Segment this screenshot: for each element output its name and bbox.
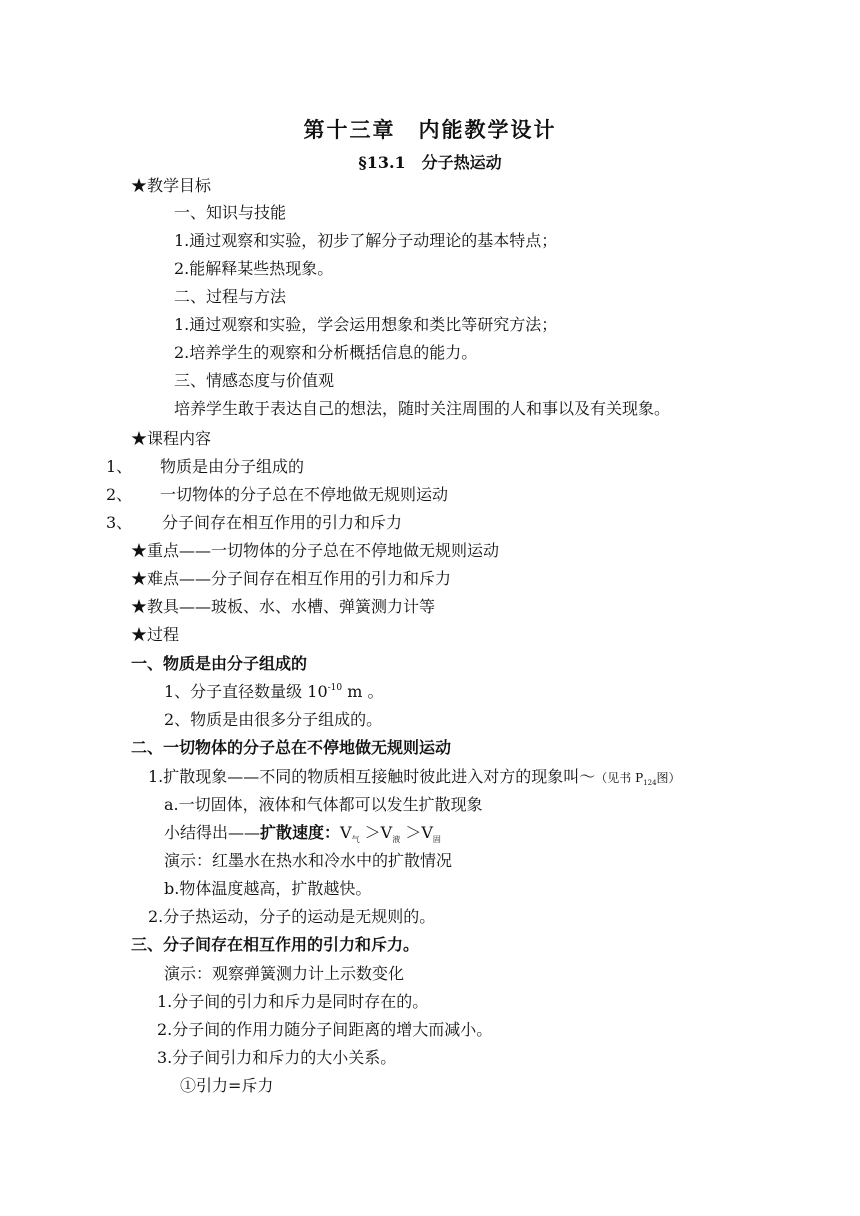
- content-item-text: 一切物体的分子总在不停地做无规则运动: [160, 485, 449, 504]
- content-item-text: 分子间存在相互作用的引力和斥力: [162, 513, 403, 532]
- process-heading: ★过程: [131, 625, 180, 644]
- speed-subscript-solid: 固: [432, 835, 441, 844]
- section-subtitle: §13.1 分子热运动: [358, 153, 502, 172]
- objective-item: 2.培养学生的观察和分析概括信息的能力。: [174, 343, 478, 362]
- summary-bold-label: 扩散速度：: [260, 823, 341, 842]
- page-title: 第十三章 内能教学设计: [303, 117, 557, 142]
- process-subitem: ①引力=斥力: [180, 1076, 274, 1095]
- objective-section-1-title: 一、知识与技能: [174, 203, 287, 222]
- content-item-number: 2、: [106, 485, 133, 504]
- objective-item: 2.能解释某些热现象。: [174, 259, 334, 278]
- key-point: ★重点——一切物体的分子总在不停地做无规则运动: [131, 541, 500, 560]
- speed-subscript-liquid: 液: [392, 835, 401, 844]
- exponent-text: -10: [327, 683, 343, 693]
- process-item: 2.分子间的作用力随分子间距离的增大而减小。: [157, 1020, 493, 1039]
- molecule-diameter-text: 1、分子直径数量级 10: [164, 682, 328, 701]
- book-reference-note: [595, 771, 680, 785]
- unit-text: m 。: [342, 682, 384, 701]
- process-item: 2、物质是由很多分子组成的。: [164, 710, 383, 729]
- objective-section-3-text: 培养学生敢于表达自己的想法，随时关注周围的人和事以及有关现象。: [174, 399, 671, 418]
- speed-symbol: V: [340, 823, 352, 842]
- objectives-heading: ★教学目标: [131, 176, 212, 195]
- content-item-number: 1、: [106, 457, 133, 476]
- process-part-2-title: 二、一切物体的分子总在不停地做无规则运动: [131, 738, 452, 757]
- diffusion-definition-line: [148, 767, 681, 790]
- objective-section-3-title: 三、情感态度与价值观: [174, 371, 335, 390]
- content-item-text: 物质是由分子组成的: [160, 457, 305, 476]
- speed-symbol: ＞V: [359, 823, 393, 842]
- molecule-diameter-line: [164, 682, 384, 705]
- book-reference-post: 图）: [656, 771, 681, 785]
- summary-prefix: 小结得出——: [164, 823, 261, 842]
- teaching-tools: ★教具——玻板、水、水槽、弹簧测力计等: [131, 597, 436, 616]
- process-item: 1.分子间的引力和斥力是同时存在的。: [157, 992, 429, 1011]
- demo-line: 演示：观察弹簧测力计上示数变化: [164, 964, 405, 983]
- diffusion-speed-summary: [164, 823, 441, 846]
- process-part-3-title: 三、分子间存在相互作用的引力和斥力。: [131, 935, 420, 954]
- process-item: 2.分子热运动，分子的运动是无规则的。: [148, 907, 436, 926]
- process-item: 3.分子间引力和斥力的大小关系。: [157, 1048, 397, 1067]
- book-reference-pre: （见书 P: [595, 771, 644, 785]
- objective-item: 1.通过观察和实验，学会运用想象和类比等研究方法；: [174, 315, 558, 334]
- objective-item: 1.通过观察和实验，初步了解分子动理论的基本特点；: [174, 231, 558, 250]
- content-item-number: 3、: [106, 513, 133, 532]
- speed-subscript-gas: 气: [351, 835, 360, 844]
- demo-line: 演示：红墨水在热水和冷水中的扩散情况: [164, 851, 453, 870]
- process-part-1-title: 一、物质是由分子组成的: [131, 654, 308, 673]
- process-item: a.一切固体，液体和气体都可以发生扩散现象: [164, 795, 483, 814]
- content-heading: ★课程内容: [131, 429, 212, 448]
- book-reference-page: 124: [643, 779, 657, 787]
- speed-symbol: ＞V: [400, 823, 433, 842]
- diffusion-definition-text: 1.扩散现象——不同的物质相互接触时彼此进入对方的现象叫～: [148, 767, 596, 786]
- process-item: b.物体温度越高，扩散越快。: [164, 879, 372, 898]
- difficulty-point: ★难点——分子间存在相互作用的引力和斥力: [131, 569, 452, 588]
- objective-section-2-title: 二、过程与方法: [174, 287, 287, 306]
